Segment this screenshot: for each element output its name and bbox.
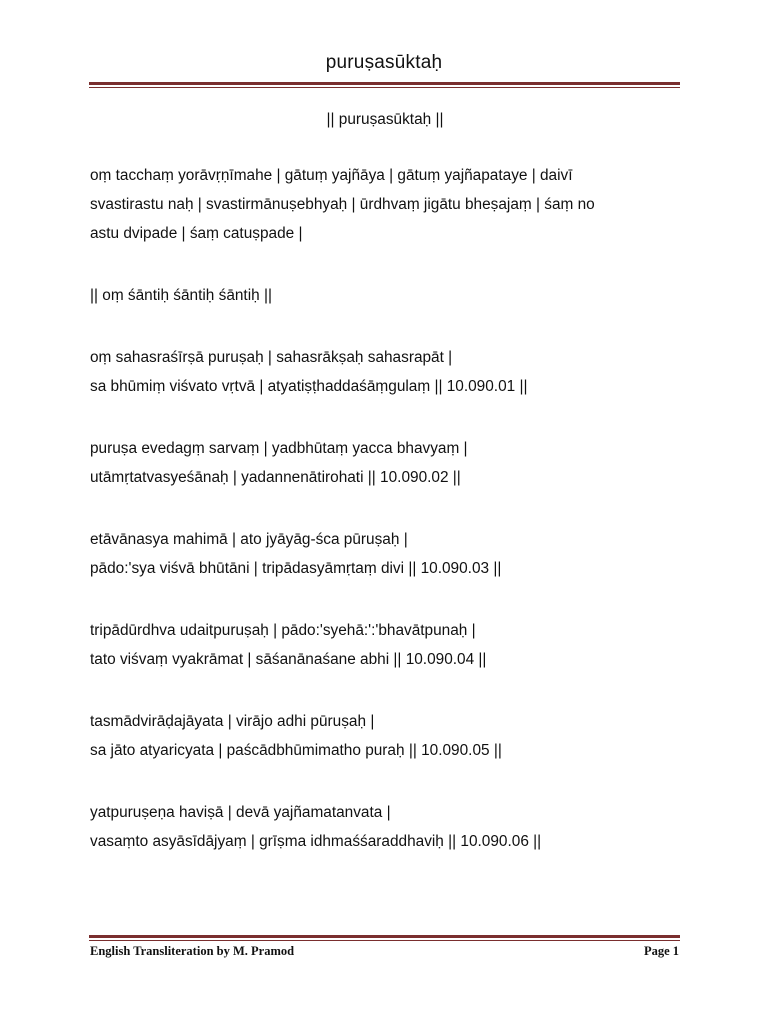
document-body (90, 106, 680, 856)
footer-rule-thick (89, 935, 680, 938)
verse-line: tasmādvirāḍajāyata | virājo adhi pūruṣaḥ | (90, 713, 375, 730)
verse-block (90, 525, 680, 583)
verse-line: yatpuruṣeṇa haviṣā | devā yajñamatanvata | (90, 804, 391, 821)
shanti-line: || oṃ śāntiḥ śāntiḥ śāntiḥ || (90, 287, 272, 304)
verse-line: sa jāto atyaricyata | paścādbhūmimatho puraḥ || 10.090.05 || (90, 742, 502, 759)
verse-line: etāvānasya mahimā | ato jyāyāg-śca pūruṣaḥ | (90, 531, 408, 548)
invocation-line: oṃ tacchaṃ yorāvṛṇīmahe | gātuṃ yajñāya | gātuṃ yajñapataye | daivī (90, 167, 573, 184)
verse-block (90, 798, 680, 856)
invocation-block (90, 161, 680, 248)
footer-rule-thin (89, 940, 680, 941)
header-rule-thick (89, 82, 680, 85)
footer-credit: English Transliteration by M. Pramod (90, 944, 295, 958)
verse-line: puruṣa evedagṃ sarvaṃ | yadbhūtaṃ yacca bhavyaṃ | (90, 440, 468, 457)
verse-line: tato viśvaṃ vyakrāmat | sāśanānaśane abhi || 10.090.04 || (90, 651, 487, 668)
verse-line: pādo:'sya viśvā bhūtāni | tripādasyāmṛtaṃ divi || 10.090.03 || (90, 560, 502, 577)
page-header-title: puruṣasūktaḥ (325, 52, 443, 73)
document-title-line: || puruṣasūktaḥ || (326, 111, 444, 128)
header-rule-thin (89, 87, 680, 88)
verse-line: sa bhūmiṃ viśvato vṛtvā | atyatiṣṭhaddaśāṃgulaṃ || 10.090.01 || (90, 378, 528, 395)
footer-page-number: Page 1 (643, 944, 679, 958)
invocation-line: svastirastu naḥ | svastirmānuṣebhyaḥ | ūrdhvaṃ jigātu bheṣajaṃ | śaṃ no (90, 196, 595, 213)
verse-line: vasaṃto asyāsīdājyaṃ | grīṣma idhmaśśaraddhaviḥ || 10.090.06 || (90, 833, 542, 850)
verse-block (90, 343, 680, 401)
verse-block (90, 707, 680, 765)
verse-block (90, 616, 680, 674)
verse-line: oṃ sahasraśīrṣā puruṣaḥ | sahasrākṣaḥ sahasrapāt | (90, 349, 453, 366)
verse-block (90, 434, 680, 492)
verse-line: tripādūrdhva udaitpuruṣaḥ | pādo:'syehā:':'bhavātpunaḥ | (90, 622, 476, 639)
verse-line: utāmṛtatvasyeśānaḥ | yadannenātirohati || 10.090.02 || (90, 469, 461, 486)
invocation-line: astu dvipade | śaṃ catuṣpade | (90, 225, 303, 242)
